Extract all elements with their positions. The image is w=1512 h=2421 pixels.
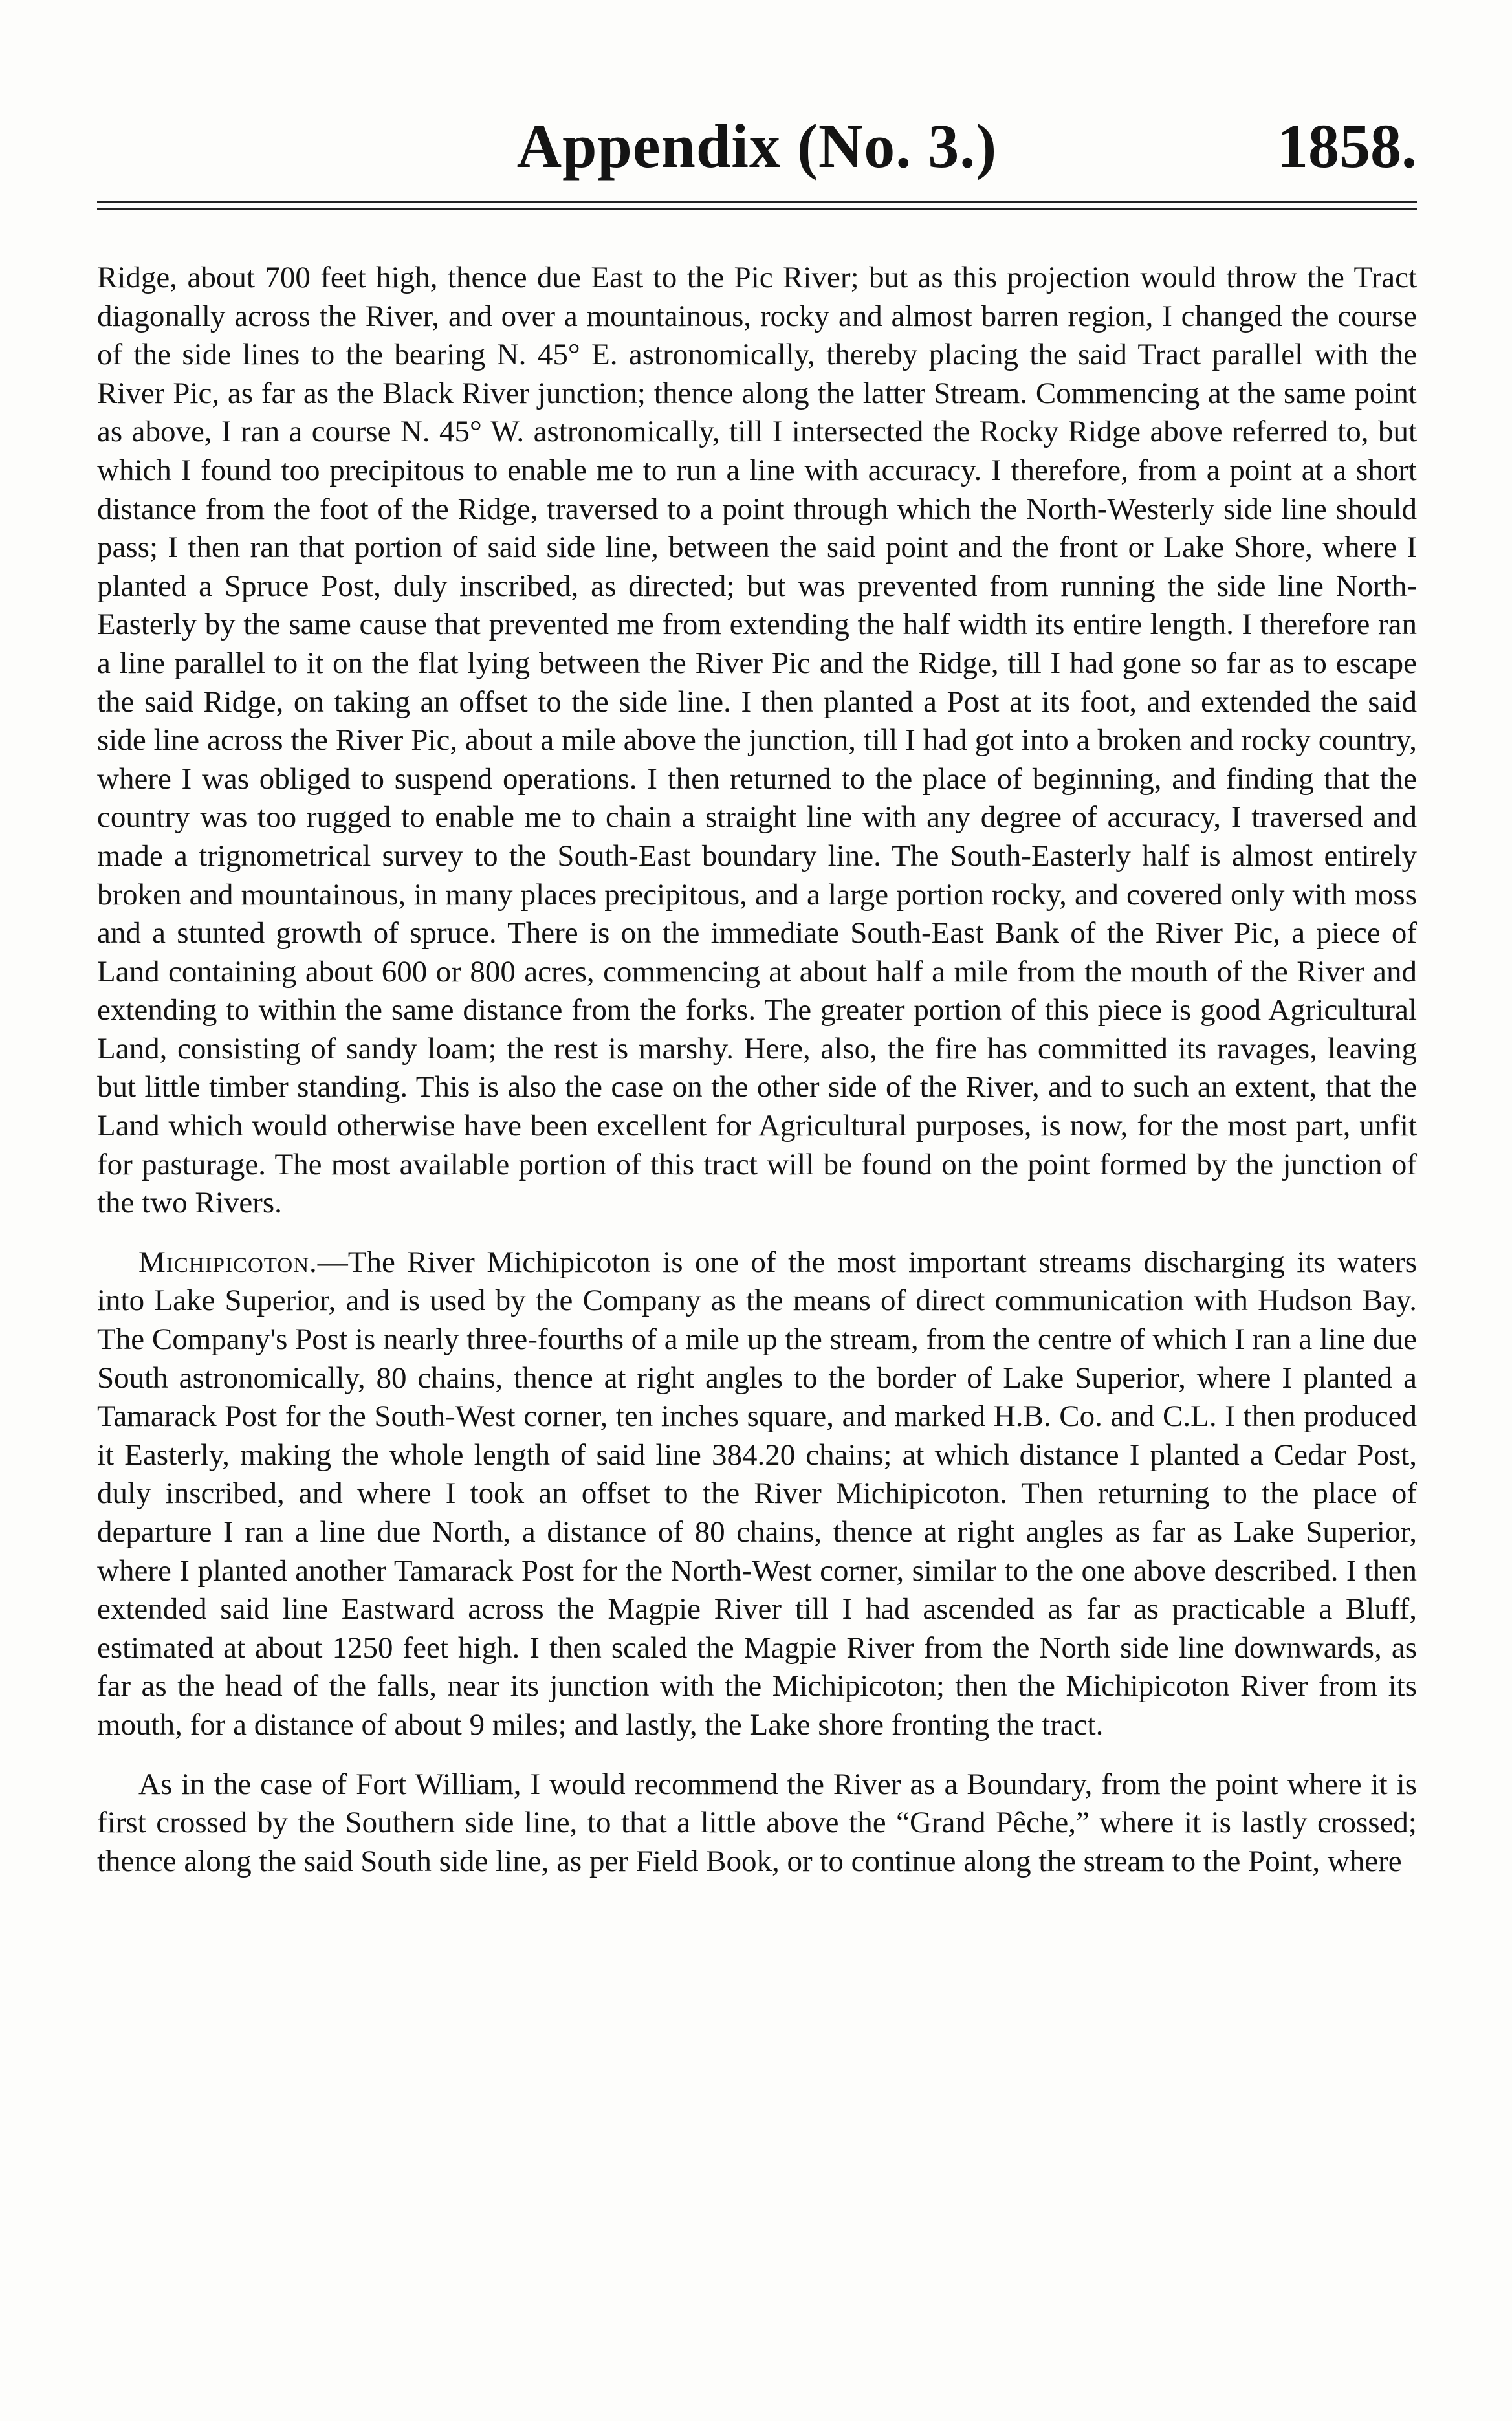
paragraph-michipicoton bbox=[97, 1243, 1417, 1745]
header-title: Appendix (No. 3.) bbox=[516, 111, 998, 181]
header-year: 1858. bbox=[1277, 111, 1417, 181]
page-header bbox=[97, 110, 1417, 188]
paragraph-boundary-recommendation: As in the case of Fort William, I would recommend the River as a Boundary, from the point where it is first crossed by the Southern side line, to that a little above the “Grand Pêche,” where it is lastly crossed; thence along the said South side line, as per Field Book, or to continue along the stream to the Point, where bbox=[97, 1767, 1417, 1878]
michipicoton-text: —The River Michipicoton is one of the most important streams discharging its waters into Lake Superior, and is used by the Company as the means of direct communication with Hudson Bay. The Company's Post is nearly three-fourths of a mile up the stream, from the centre of which I ran a line due South astronomically, 80 chains, thence at right angles to the border of Lake Superior, where I planted a Tamarack Post for the South-West corner, ten inches square, and marked H.B. Co. and C.L. I then produced it Easterly, making the whole length of said line 384.20 chains; at which distance I planted a Cedar Post, duly inscribed, and where I took an offset to the River Michipicoton. Then returning to the place of departure I ran a line due North, a distance of 80 chains, thence at right angles as far as Lake Superior, where I planted another Tamarack Post for the North-West corner, similar to the one above described. I then extended said line Eastward across the Magpie River till I had ascended as far as practicable a Bluff, estimated at about 1250 feet high. I then scaled the Magpie River from the North side line downwards, as far as the head of the falls, near its junction with the Michipicoton; then the Michipicoton River from its mouth, for a distance of about 9 miles; and lastly, the Lake shore fronting the tract. bbox=[97, 1245, 1417, 1742]
michipicoton-heading: Michipicoton. bbox=[138, 1245, 318, 1279]
body-text bbox=[97, 259, 1417, 1881]
header-rule-top bbox=[97, 201, 1417, 203]
paragraph-ridge-survey: Ridge, about 700 feet high, thence due East to the Pic River; but as this projection would throw the Tract diagonally across the River, and over a mountainous, rocky and almost barren region, I changed the course of the side lines to the bearing N. 45° E. astronomically, thereby placing the said Tract parallel with the River Pic, as far as the Black River junction; thence along the latter Stream. Commencing at the same point as above, I ran a course N. 45° W. astronomically, till I intersected the Rocky Ridge above referred to, but which I found too precipitous to enable me to run a line with accuracy. I therefore, from a point at a short distance from the foot of the Ridge, traversed to a point through which the North-Westerly side line should pass; I then ran that portion of said side line, between the said point and the front or Lake Shore, where I planted a Spruce Post, duly inscribed, as directed; but was prevented from running the side line North-Easterly by the same cause that prevented me from extending the half width its entire length. I therefore ran a line parallel to it on the flat lying between the River Pic and the Ridge, till I had gone so far as to escape the said Ridge, on taking an offset to the side line. I then planted a Post at its foot, and extended the said side line across the River Pic, about a mile above the junction, till I had got into a broken and rocky country, where I was obliged to suspend operations. I then returned to the place of beginning, and finding that the country was too rugged to enable me to chain a straight line with any degree of accuracy, I traversed and made a trignometrical survey to the South-East boundary line. The South-Easterly half is almost entirely broken and mountainous, in many places precipitous, and a large portion rocky, and covered only with moss and a stunted growth of spruce. There is on the immediate South-East Bank of the River Pic, a piece of Land containing about 600 or 800 acres, commencing at about half a mile from the mouth of the River and extending to within the same distance from the forks. The greater portion of this piece is good Agricultural Land, consisting of sandy loam; the rest is marshy. Here, also, the fire has committed its ravages, leaving but little timber standing. This is also the case on the other side of the River, and to such an extent, that the Land which would otherwise have been excellent for Agricultural purposes, is now, for the most part, unfit for pasturage. The most available portion of this tract will be found on the point formed by the junction of the two Rivers. bbox=[97, 261, 1417, 1220]
header-rule-bottom bbox=[97, 208, 1417, 210]
